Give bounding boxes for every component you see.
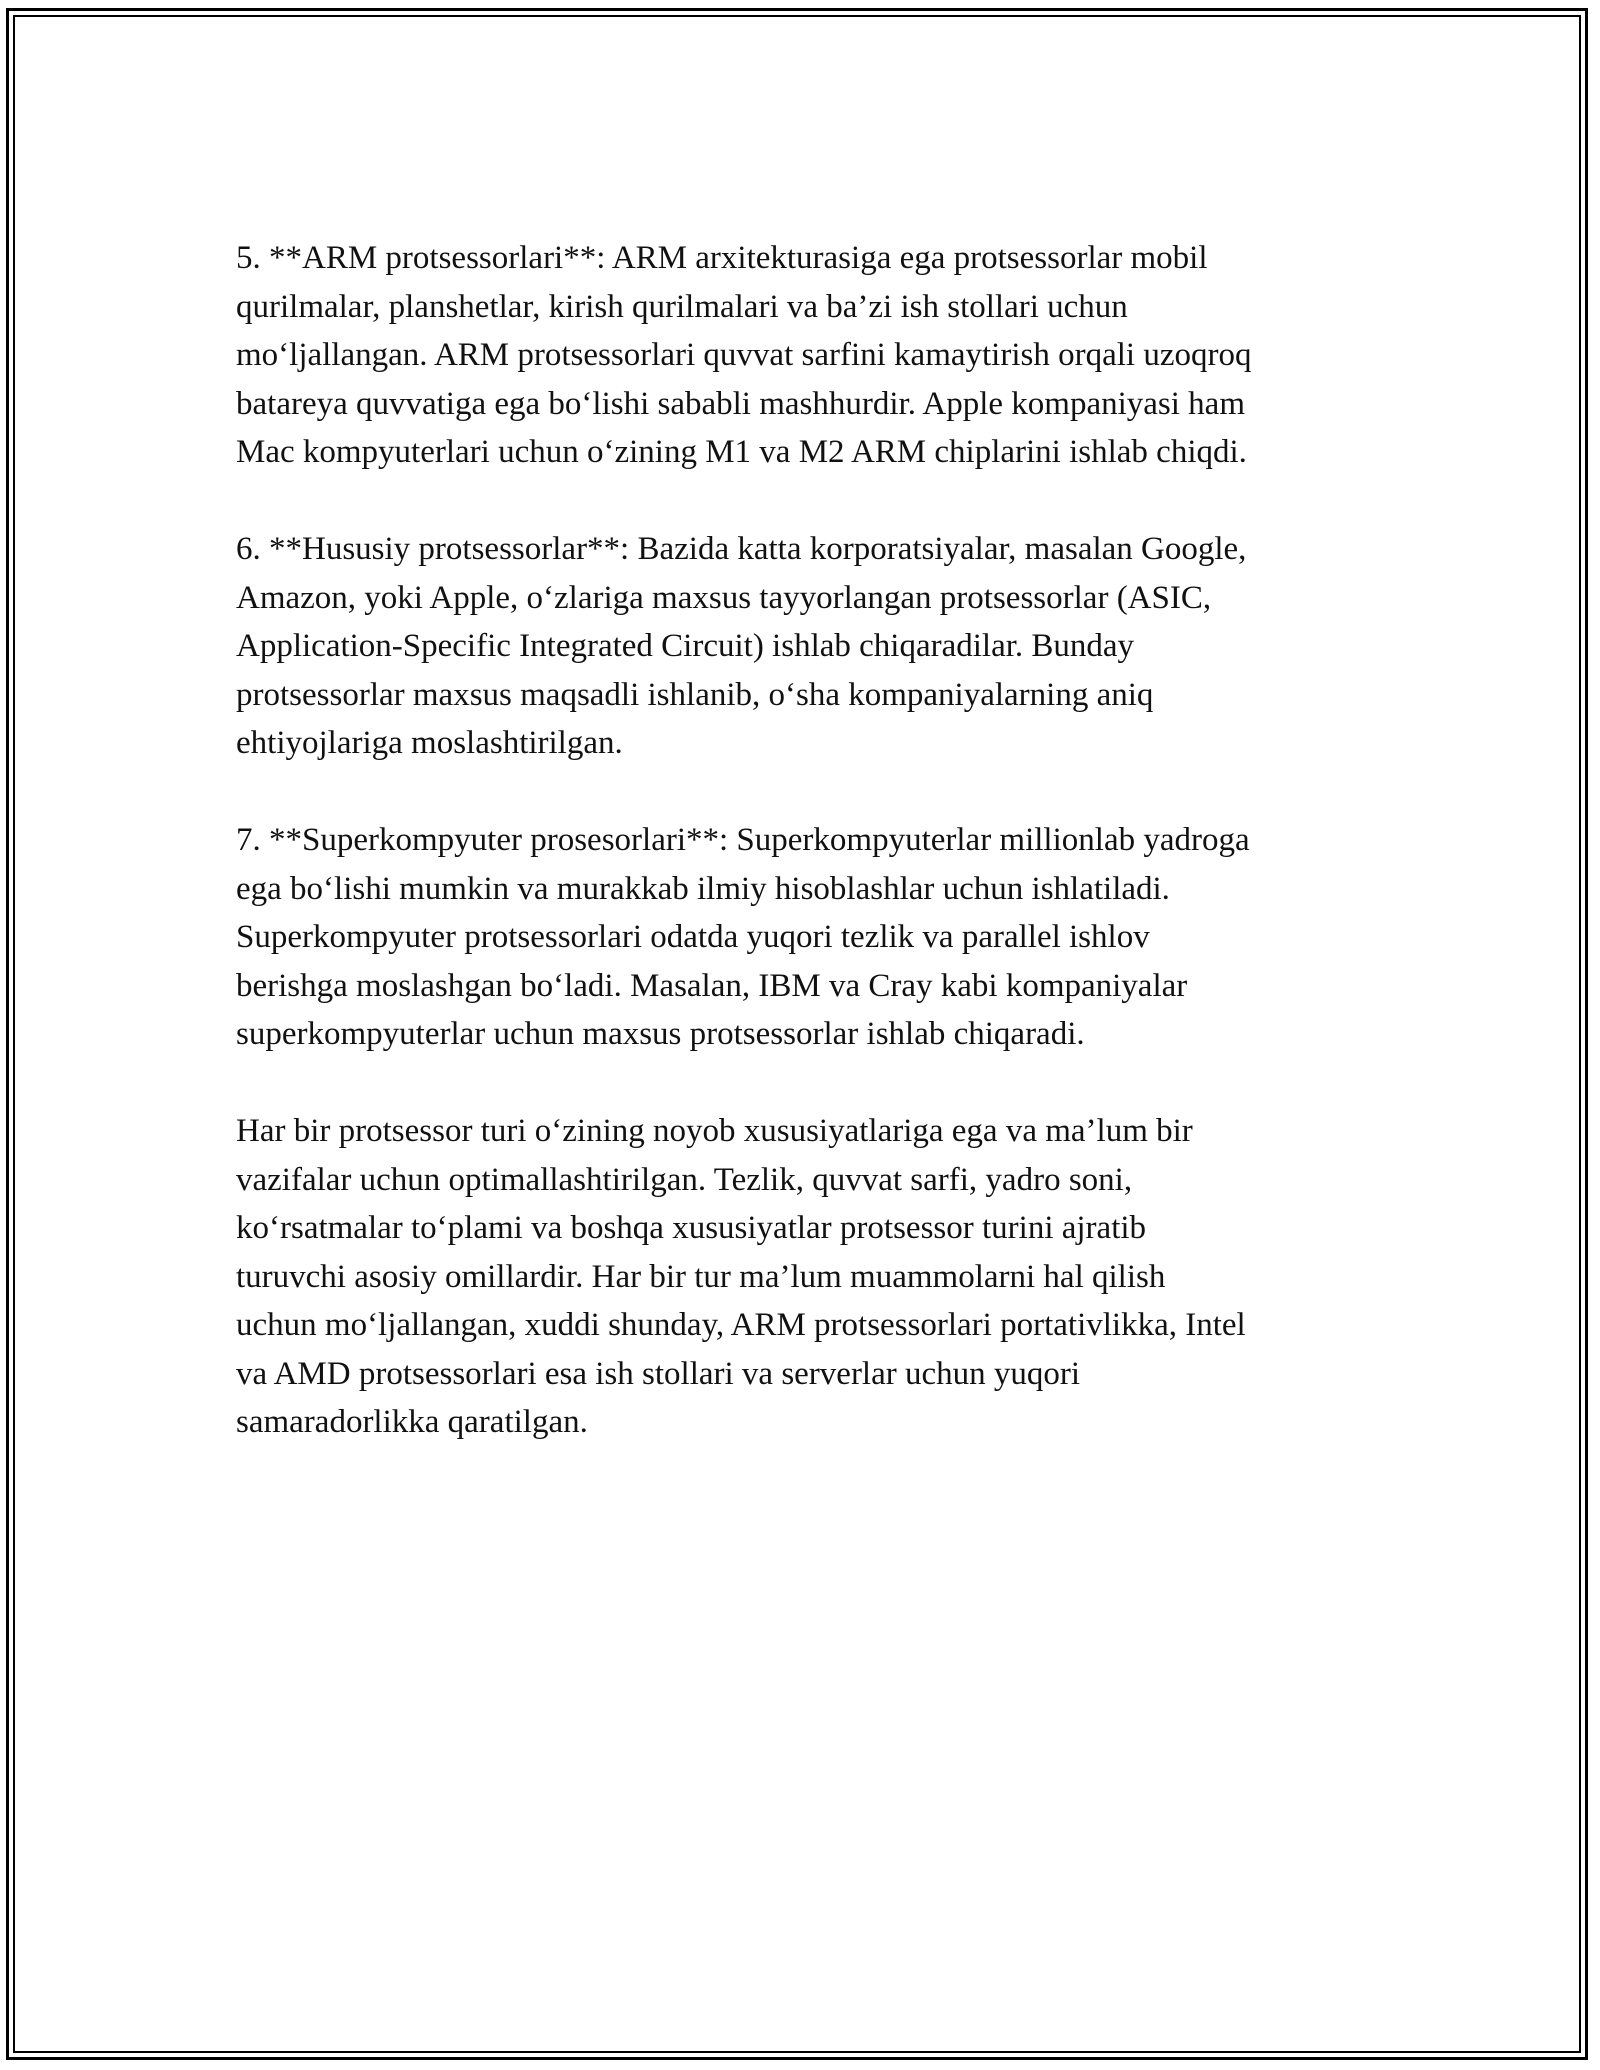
text-line: vazifalar uchun optimallashtirilgan. Tezlik, quvvat sarfi, yadro soni,	[236, 1161, 1133, 1198]
text-line: Har bir protsessor turi o‘zining noyob xususiyatlariga ega va ma’lum bir	[236, 1113, 1193, 1149]
document-body	[236, 234, 1366, 1495]
paragraph-supercomputer-processors	[236, 816, 1366, 1059]
text-line: 6. **Hususiy protsessorlar**: Bazida katta korporatsiyalar, masalan Google,	[236, 531, 1247, 567]
text-line: batareya quvvatiga ega bo‘lishi sababli mashhurdir. Apple kompaniyasi ham	[236, 385, 1245, 422]
paragraph-arm-processors	[236, 234, 1366, 477]
text-line: mo‘ljallangan. ARM protsessorlari quvvat sarfini kamaytirish orqali uzoqroq	[236, 337, 1252, 373]
text-line: protsessorlar maxsus maqsadli ishlanib, o‘sha kompaniyalarning aniq	[236, 676, 1154, 713]
text-line: samaradorlikka qaratilgan.	[236, 1404, 588, 1440]
text-line: Amazon, yoki Apple, o‘zlariga maxsus tayyorlangan protsessorlar (ASIC,	[236, 579, 1212, 616]
text-line: Application-Specific Integrated Circuit) ishlab chiqaradilar. Bunday	[236, 628, 1135, 664]
paragraph-custom-processors	[236, 525, 1366, 768]
text-line: Superkompyuter protsessorlari odatda yuqori tezlik va parallel ishlov	[236, 919, 1150, 955]
text-line: berishga moslashgan bo‘ladi. Masalan, IBM va Cray kabi kompaniyalar	[236, 967, 1188, 1004]
text-line: ehtiyojlariga moslashtirilgan.	[236, 725, 623, 761]
text-line: ega bo‘lishi mumkin va murakkab ilmiy hisoblashlar uchun ishlatiladi.	[236, 870, 1170, 907]
text-line: ko‘rsatmalar to‘plami va boshqa xususiyatlar protsessor turini ajratib	[236, 1210, 1147, 1246]
text-line: Mac kompyuterlari uchun o‘zining M1 va M2 ARM chiplarini ishlab chiqdi.	[236, 434, 1247, 470]
text-line: 7. **Superkompyuter prosesorlari**: Superkompyuterlar millionlab yadroga	[236, 822, 1250, 858]
paragraph-summary	[236, 1107, 1366, 1447]
text-line: 5. **ARM protsessorlari**: ARM arxitekturasiga ega protsessorlar mobil	[236, 240, 1208, 276]
text-line: va AMD protsessorlari esa ish stollari va serverlar uchun yuqori	[236, 1355, 1081, 1392]
text-line: superkompyuterlar uchun maxsus protsessorlar ishlab chiqaradi.	[236, 1016, 1085, 1052]
text-line: turuvchi asosiy omillardir. Har bir tur ma’lum muammolarni hal qilish	[236, 1258, 1166, 1295]
text-line: uchun mo‘ljallangan, xuddi shunday, ARM protsessorlari portativlikka, Intel	[236, 1307, 1246, 1343]
text-line: qurilmalar, planshetlar, kirish qurilmalari va ba’zi ish stollari uchun	[236, 288, 1128, 325]
